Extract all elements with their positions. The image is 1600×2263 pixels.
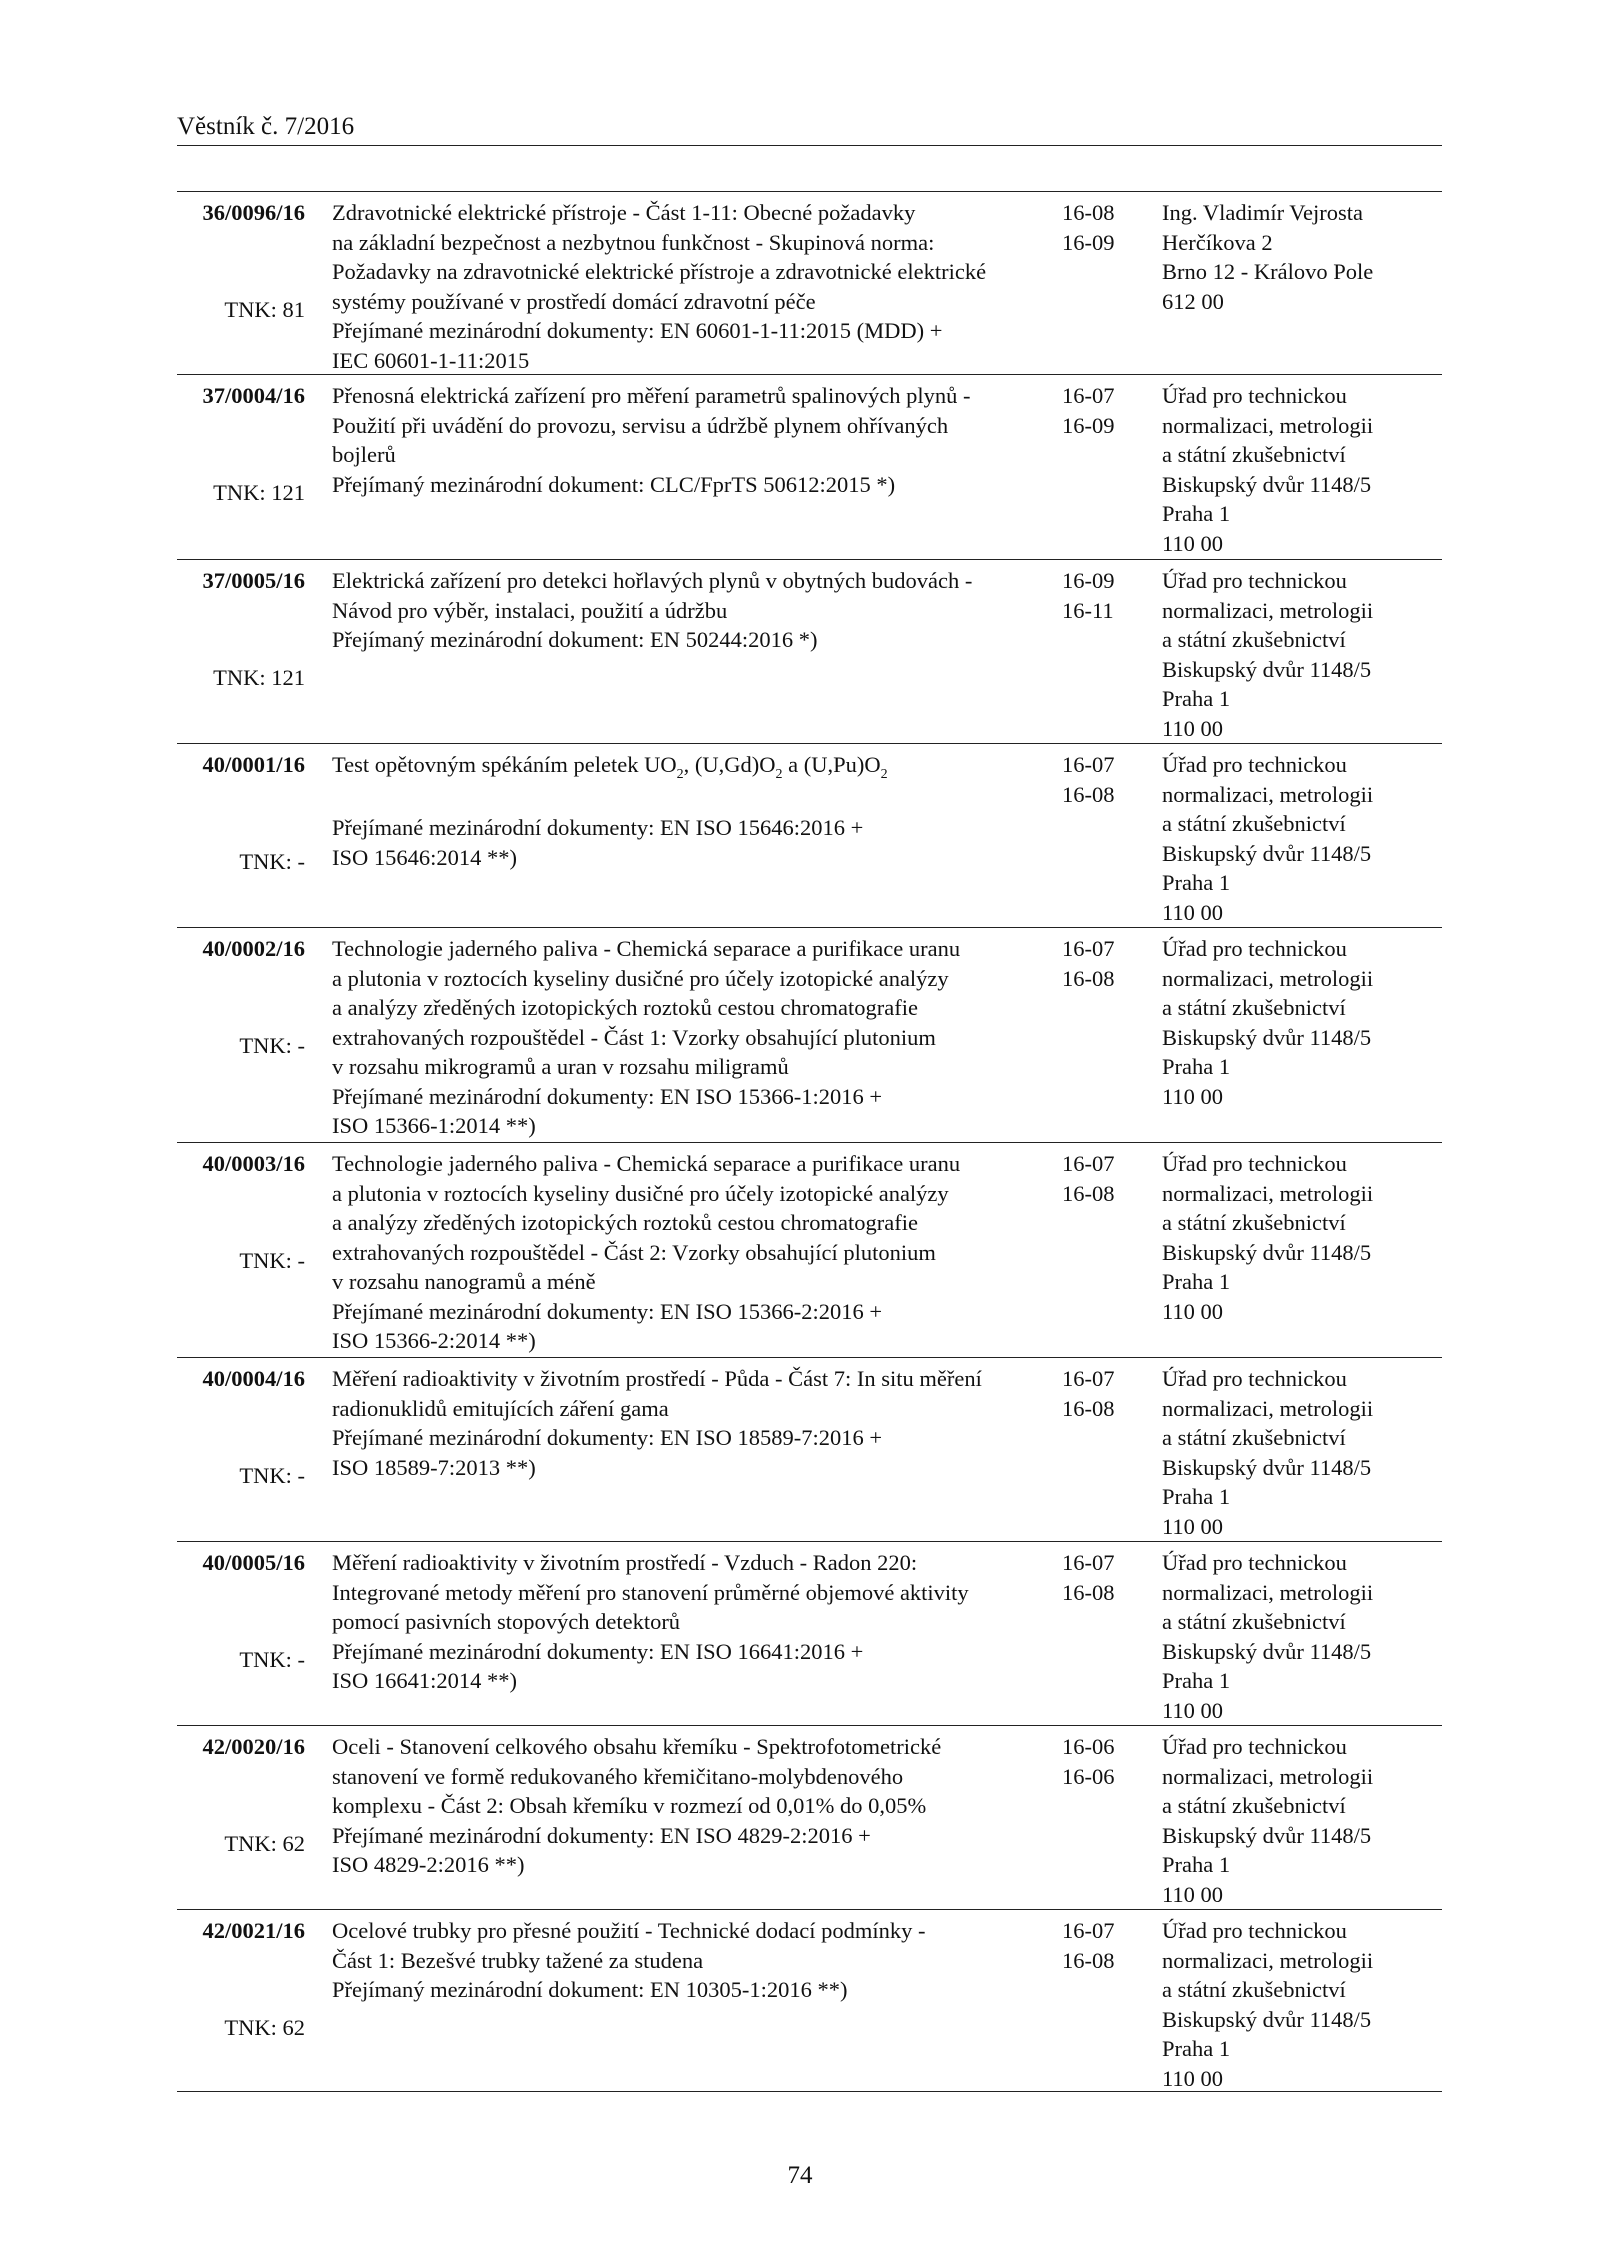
standard-entry [177, 928, 1442, 1143]
date-value: 16-08 [1062, 965, 1115, 991]
formula-subscript: 2 [676, 767, 684, 782]
standard-code: 40/0002/16 [202, 936, 305, 961]
dates-column [1062, 1364, 1142, 1423]
title-line: ISO 16641:2014 **) [332, 1668, 517, 1693]
title-line: Použití při uvádění do provozu, servisu a údržbě plynem ohřívaných [332, 412, 949, 438]
address-line: a státní zkušebnictví [1162, 811, 1346, 836]
address-line: 110 00 [1162, 1881, 1224, 1907]
address-line: Biskupský dvůr 1148/5 [1162, 656, 1372, 682]
address-line: Praha 1 [1162, 1668, 1231, 1693]
date-value: 16-11 [1062, 597, 1114, 623]
address-line: Praha 1 [1162, 870, 1231, 895]
entry-id-column [177, 1548, 305, 1672]
date-value: 16-06 [1062, 1763, 1115, 1789]
page-number: 74 [787, 2162, 813, 2189]
address-line: a státní zkušebnictví [1162, 995, 1346, 1020]
address-line: Praha 1 [1162, 1852, 1231, 1877]
date-value: 16-07 [1062, 1366, 1115, 1391]
title-line: radionuklidů emitujících záření gama [332, 1395, 669, 1421]
dates-column [1062, 198, 1142, 257]
title-line: Integrované metody měření pro stanovení průměrné objemové aktivity [332, 1579, 969, 1605]
title-line: Měření radioaktivity v životním prostředí - Vzduch - Radon 220: [332, 1550, 918, 1575]
tnk-label: TNK: 121 [213, 480, 305, 505]
dates-column [1062, 1732, 1142, 1791]
dates-column [1062, 1149, 1142, 1208]
entry-id-column [177, 934, 305, 1058]
title-line: ISO 15646:2014 **) [332, 844, 517, 870]
dates-column [1062, 381, 1142, 440]
contact-address [1162, 1548, 1452, 1725]
entry-id-column [177, 566, 305, 690]
standard-code: 37/0005/16 [202, 568, 305, 593]
title-line: Přejímané mezinárodní dokumenty: EN ISO 15366-1:2016 + [332, 1083, 883, 1109]
contact-address [1162, 198, 1452, 316]
title-line: komplexu - Část 2: Obsah křemíku v rozmezí od 0,01% do 0,05% [332, 1793, 927, 1818]
header-divider [177, 145, 1442, 146]
standard-entry [177, 192, 1442, 375]
dates-column [1062, 566, 1142, 625]
contact-address [1162, 566, 1452, 743]
formula-text: , (U,Gd)O [683, 752, 776, 777]
standard-code: 42/0021/16 [202, 1918, 305, 1943]
title-line: Přejímané mezinárodní dokumenty: EN ISO 4829-2:2016 + [332, 1822, 871, 1848]
title-line: a plutonia v roztocích kyseliny dusičné pro účely izotopické analýzy [332, 1180, 949, 1206]
address-line: normalizaci, metrologii [1162, 781, 1374, 807]
standard-entry [177, 744, 1442, 928]
title-line: Zdravotnické elektrické přístroje - Část 1-11: Obecné požadavky [332, 200, 916, 225]
title-line: Elektrická zařízení pro detekci hořlavých plynů v obytných budovách - [332, 568, 973, 593]
address-line: Úřad pro technickou [1162, 1918, 1347, 1943]
title-line: Přejímané mezinárodní dokumenty: EN ISO 15366-2:2016 + [332, 1298, 883, 1324]
tnk-label: TNK: - [239, 1248, 305, 1273]
address-line: normalizaci, metrologii [1162, 597, 1374, 623]
title-line: pomocí pasivních stopových detektorů [332, 1609, 681, 1634]
title-line: Ocelové trubky pro přesné použití - Technické dodací podmínky - [332, 1918, 926, 1943]
standard-entry [177, 1910, 1442, 2092]
address-line: Biskupský dvůr 1148/5 [1162, 840, 1372, 866]
date-value: 16-08 [1062, 200, 1115, 225]
title-line: extrahovaných rozpouštědel - Část 1: Vzorky obsahující plutonium [332, 1024, 936, 1050]
standard-code: 37/0004/16 [202, 383, 305, 408]
formula-subscript: 2 [775, 767, 783, 782]
title-line: Návod pro výběr, instalaci, použití a údržbu [332, 597, 728, 623]
address-line: 110 00 [1162, 1697, 1224, 1723]
entry-id-column [177, 198, 305, 322]
address-line: Úřad pro technickou [1162, 1734, 1347, 1759]
title-line: a plutonia v roztocích kyseliny dusičné pro účely izotopické analýzy [332, 965, 949, 991]
contact-address [1162, 934, 1452, 1111]
title-line: systémy používané v prostředí domácí zdravotní péče [332, 288, 816, 314]
standard-entry [177, 375, 1442, 560]
address-line: Úřad pro technickou [1162, 383, 1347, 408]
contact-address [1162, 1149, 1452, 1326]
standard-code: 40/0004/16 [202, 1366, 305, 1391]
address-line: a státní zkušebnictví [1162, 627, 1346, 652]
date-value: 16-09 [1062, 568, 1115, 593]
page-header: Věstník č. 7/2016 [177, 113, 355, 140]
address-line: Úřad pro technickou [1162, 1550, 1347, 1575]
title-line: na základní bezpečnost a nezbytnou funkčnost - Skupinová norma: [332, 229, 935, 255]
dates-column [1062, 1548, 1142, 1607]
title-line: v rozsahu nanogramů a méně [332, 1269, 596, 1294]
date-value: 16-06 [1062, 1734, 1115, 1759]
title-line: Technologie jaderného paliva - Chemická separace a purifikace uranu [332, 1151, 961, 1176]
title-line: IEC 60601-1-11:2015 [332, 347, 530, 373]
standard-code: 40/0001/16 [202, 752, 305, 777]
title-line: Přejímané mezinárodní dokumenty: EN ISO 16641:2016 + [332, 1638, 864, 1664]
address-line: a státní zkušebnictví [1162, 442, 1346, 467]
address-line: a státní zkušebnictví [1162, 1210, 1346, 1235]
contact-address [1162, 1916, 1452, 2093]
title-line: Přejímané mezinárodní dokumenty: EN ISO 18589-7:2016 + [332, 1425, 883, 1450]
tnk-label: TNK: - [239, 1033, 305, 1058]
address-line: Biskupský dvůr 1148/5 [1162, 1239, 1372, 1265]
date-value: 16-07 [1062, 936, 1115, 961]
dates-column [1062, 1916, 1142, 1975]
address-line: normalizaci, metrologii [1162, 965, 1374, 991]
address-line: normalizaci, metrologii [1162, 412, 1374, 438]
date-value: 16-09 [1062, 229, 1115, 255]
standard-entry [177, 1542, 1442, 1726]
dates-column [1062, 934, 1142, 993]
address-line: normalizaci, metrologii [1162, 1180, 1374, 1206]
title-line: ISO 18589-7:2013 **) [332, 1454, 536, 1480]
address-line: 110 00 [1162, 715, 1224, 741]
address-line: a státní zkušebnictví [1162, 1977, 1346, 2002]
address-line: a státní zkušebnictví [1162, 1425, 1346, 1450]
address-line: normalizaci, metrologii [1162, 1395, 1374, 1421]
standard-entry [177, 1143, 1442, 1358]
date-value: 16-08 [1062, 1579, 1115, 1605]
date-value: 16-08 [1062, 1180, 1115, 1206]
title-line: ISO 4829-2:2016 **) [332, 1852, 525, 1877]
entry-id-column [177, 1732, 305, 1856]
address-line: 110 00 [1162, 2065, 1224, 2091]
address-line: normalizaci, metrologii [1162, 1947, 1374, 1973]
address-line: 110 00 [1162, 899, 1224, 925]
address-line: Biskupský dvůr 1148/5 [1162, 1638, 1372, 1664]
address-line: a státní zkušebnictví [1162, 1609, 1346, 1634]
address-line: normalizaci, metrologii [1162, 1579, 1374, 1605]
address-line: Úřad pro technickou [1162, 752, 1347, 777]
standard-entry [177, 560, 1442, 744]
title-line: Požadavky na zdravotnické elektrické přístroje a zdravotnické elektrické [332, 259, 987, 284]
entry-id-column [177, 1916, 305, 2040]
address-line: Praha 1 [1162, 1484, 1231, 1509]
entry-id-column [177, 750, 305, 874]
address-line: Praha 1 [1162, 2036, 1231, 2061]
contact-address [1162, 1732, 1452, 1909]
standard-code: 40/0003/16 [202, 1151, 305, 1176]
title-line: Oceli - Stanovení celkového obsahu křemíku - Spektrofotometrické [332, 1734, 942, 1759]
entry-id-column [177, 1149, 305, 1273]
address-line: 110 00 [1162, 530, 1224, 556]
title-line: Přejímaný mezinárodní dokument: EN 10305-1:2016 **) [332, 1977, 848, 2002]
title-line: Část 1: Bezešvé trubky tažené za studena [332, 1947, 704, 1973]
address-line: Biskupský dvůr 1148/5 [1162, 1024, 1372, 1050]
tnk-label: TNK: - [239, 1647, 305, 1672]
address-line: Ing. Vladimír Vejrosta [1162, 200, 1364, 225]
title-line: a analýzy zředěných izotopických roztoků cestou chromatografie [332, 1210, 918, 1235]
formula-subscript: 2 [880, 767, 888, 782]
address-line: 110 00 [1162, 1083, 1224, 1109]
standard-entry [177, 1358, 1442, 1542]
standard-code: 42/0020/16 [202, 1734, 305, 1759]
title-line: Měření radioaktivity v životním prostředí - Půda - Část 7: In situ měření [332, 1366, 982, 1391]
date-value: 16-07 [1062, 1550, 1115, 1575]
formula-text: Test opětovným spékáním peletek UO [332, 752, 677, 777]
address-line: Úřad pro technickou [1162, 936, 1347, 961]
date-value: 16-08 [1062, 1947, 1115, 1973]
address-line: 110 00 [1162, 1298, 1224, 1324]
date-value: 16-09 [1062, 412, 1115, 438]
address-line: Biskupský dvůr 1148/5 [1162, 1454, 1372, 1480]
dates-column [1062, 750, 1142, 809]
address-line: Praha 1 [1162, 1054, 1231, 1079]
entry-id-column [177, 381, 305, 505]
contact-address [1162, 1364, 1452, 1541]
address-line: Úřad pro technickou [1162, 568, 1347, 593]
tnk-label: TNK: 62 [224, 2015, 305, 2040]
formula-text: a (U,Pu)O [782, 752, 881, 777]
standard-code: 36/0096/16 [202, 200, 305, 225]
title-line: Přenosná elektrická zařízení pro měření parametrů spalinových plynů - [332, 383, 971, 408]
address-line: Biskupský dvůr 1148/5 [1162, 2006, 1372, 2032]
date-value: 16-07 [1062, 752, 1115, 777]
address-line: Praha 1 [1162, 501, 1231, 526]
date-value: 16-08 [1062, 781, 1115, 807]
address-line: Úřad pro technickou [1162, 1366, 1347, 1391]
tnk-label: TNK: 121 [213, 665, 305, 690]
title-line: ISO 15366-1:2014 **) [332, 1113, 536, 1138]
title-line: bojlerů [332, 442, 396, 467]
title-line: Přejímaný mezinárodní dokument: EN 50244:2016 *) [332, 627, 818, 652]
address-line: 612 00 [1162, 288, 1224, 314]
title-line: ISO 15366-2:2014 **) [332, 1328, 536, 1353]
standard-code: 40/0005/16 [202, 1550, 305, 1575]
tnk-label: TNK: 81 [224, 297, 305, 322]
tnk-label: TNK: 62 [224, 1831, 305, 1856]
address-line: Praha 1 [1162, 1269, 1231, 1294]
date-value: 16-07 [1062, 383, 1115, 408]
title-line: extrahovaných rozpouštědel - Část 2: Vzorky obsahující plutonium [332, 1239, 936, 1265]
date-value: 16-08 [1062, 1395, 1115, 1421]
title-line: v rozsahu mikrogramů a uran v rozsahu miligramů [332, 1054, 789, 1079]
address-line: 110 00 [1162, 1513, 1224, 1539]
address-line: Brno 12 - Královo Pole [1162, 259, 1374, 284]
title-line: stanovení ve formě redukovaného křemičitano-molybdenového [332, 1763, 904, 1789]
date-value: 16-07 [1062, 1151, 1115, 1176]
standards-list [177, 191, 1442, 2092]
title-line: a analýzy zředěných izotopických roztoků cestou chromatografie [332, 995, 918, 1020]
tnk-label: TNK: - [239, 1463, 305, 1488]
title-line: Technologie jaderného paliva - Chemická separace a purifikace uranu [332, 936, 961, 961]
entry-id-column [177, 1364, 305, 1488]
contact-address [1162, 381, 1452, 558]
standard-entry [177, 1726, 1442, 1910]
title-line: Přejímané mezinárodní dokumenty: EN ISO 15646:2016 + [332, 815, 864, 840]
address-line: Biskupský dvůr 1148/5 [1162, 471, 1372, 497]
address-line: Biskupský dvůr 1148/5 [1162, 1822, 1372, 1848]
address-line: Herčíkova 2 [1162, 229, 1273, 255]
contact-address [1162, 750, 1452, 927]
date-value: 16-07 [1062, 1918, 1115, 1943]
address-line: Úřad pro technickou [1162, 1151, 1347, 1176]
title-line: Přejímané mezinárodní dokumenty: EN 60601-1-11:2015 (MDD) + [332, 318, 943, 343]
title-line: Přejímaný mezinárodní dokument: CLC/FprTS 50612:2015 *) [332, 471, 896, 497]
tnk-label: TNK: - [239, 849, 305, 874]
address-line: Praha 1 [1162, 686, 1231, 711]
address-line: normalizaci, metrologii [1162, 1763, 1374, 1789]
address-line: a státní zkušebnictví [1162, 1793, 1346, 1818]
